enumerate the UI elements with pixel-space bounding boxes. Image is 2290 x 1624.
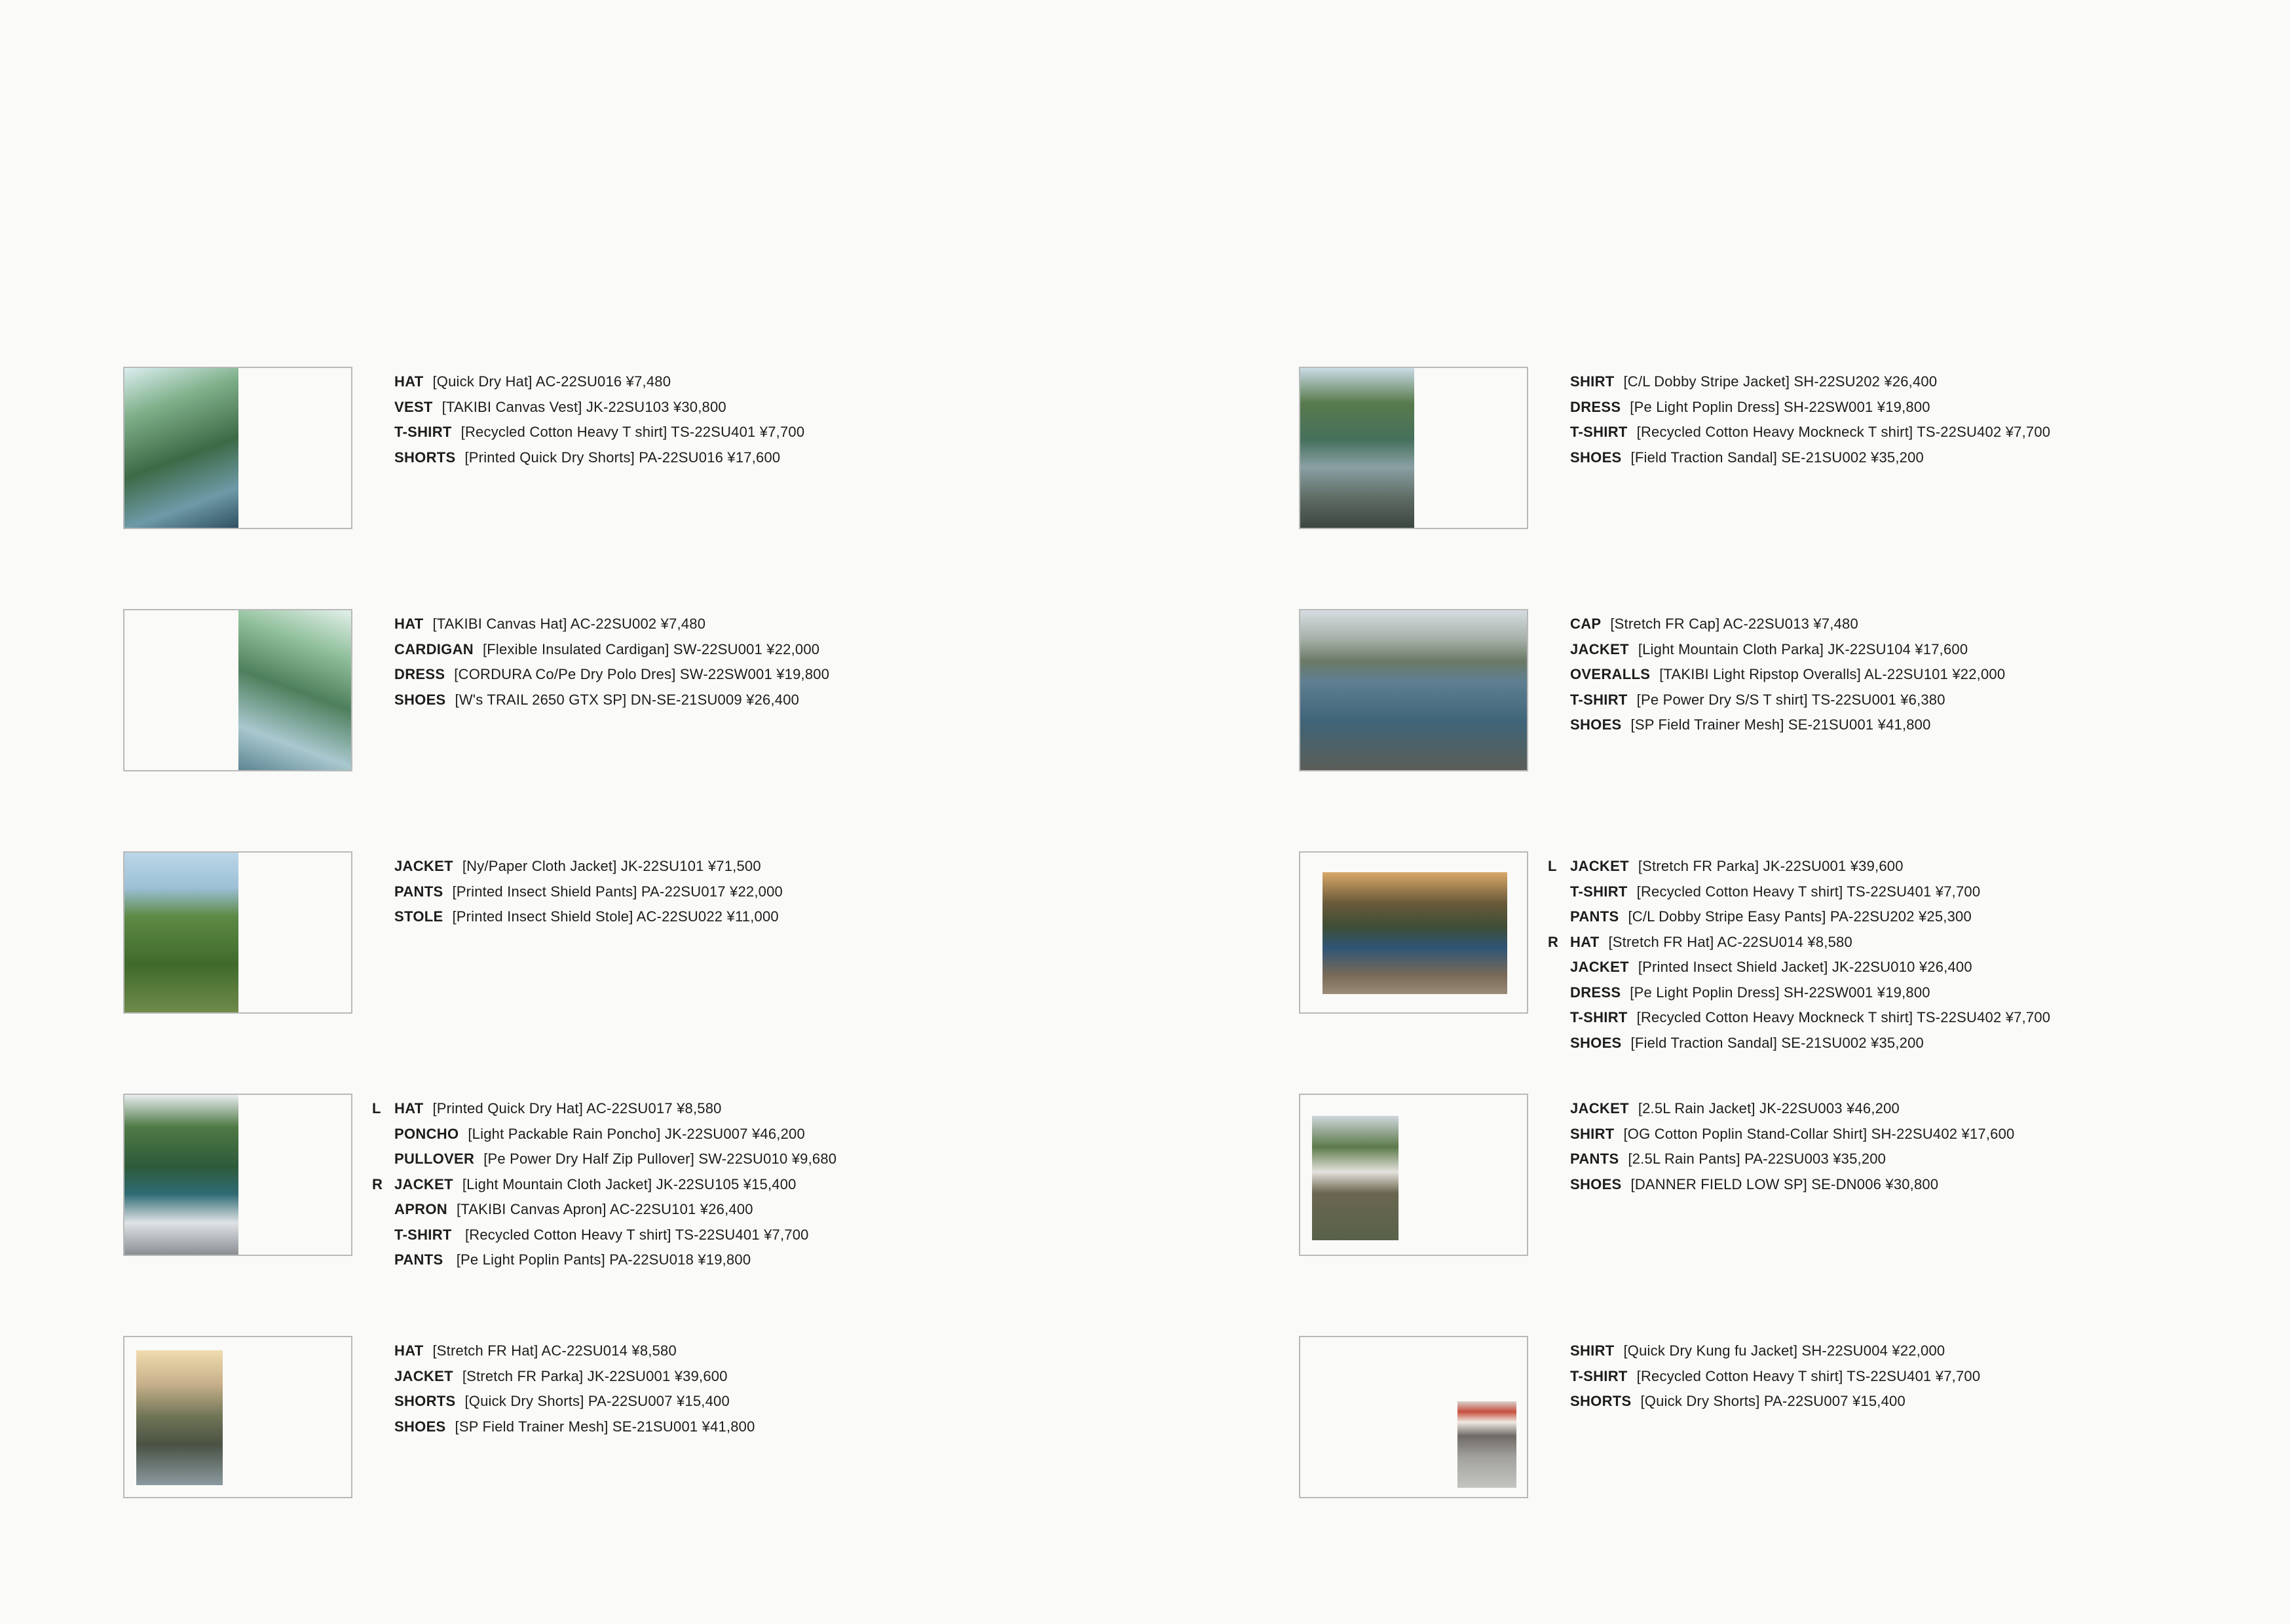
item-description: [Stretch FR Hat] AC-22SU014 ¥8,580 [1608, 933, 1852, 950]
item-line [394, 420, 804, 445]
look-thumbnail[interactable] [123, 1094, 352, 1256]
look-thumbnail[interactable] [1299, 851, 1528, 1014]
item-description: [TAKIBI Light Ripstop Overalls] AL-22SU101 ¥22,000 [1659, 666, 2006, 682]
item-description: [Printed Insect Shield Pants] PA-22SU017 ¥22,000 [452, 883, 783, 900]
item-category: T-SHIRT [1570, 1009, 1628, 1025]
item-description: [Field Traction Sandal] SE-21SU002 ¥35,200 [1630, 1034, 1924, 1051]
item-line [394, 369, 804, 395]
look-4 [123, 1094, 1237, 1268]
item-category: CAP [1570, 616, 1602, 632]
item-description: [DANNER FIELD LOW SP] SE-DN006 ¥30,800 [1630, 1175, 1939, 1192]
side-marker: L [1548, 858, 1557, 874]
item-description: [Recycled Cotton Heavy T shirt] TS-22SU401 ¥7,700 [460, 1226, 809, 1243]
item-category: HAT [394, 373, 424, 390]
item-description: [TAKIBI Canvas Hat] AC-22SU002 ¥7,480 [432, 616, 706, 632]
item-description: [Pe Light Poplin Pants] PA-22SU018 ¥19,800 [452, 1251, 751, 1268]
look-photo [124, 1095, 238, 1255]
item-description: [Stretch FR Cap] AC-22SU013 ¥7,480 [1610, 616, 1858, 632]
item-line [394, 1147, 836, 1172]
look-thumbnail[interactable] [1299, 1336, 1528, 1498]
item-line [394, 1414, 755, 1440]
item-category: SHOES [1570, 449, 1622, 466]
item-description: [Recycled Cotton Heavy T shirt] TS-22SU401 ¥7,700 [1636, 1367, 1981, 1384]
item-description: [Printed Quick Dry Hat] AC-22SU017 ¥8,580 [432, 1100, 722, 1116]
item-line [1570, 1122, 2014, 1147]
item-category: SHOES [394, 1418, 446, 1435]
item-list [1570, 1338, 1980, 1414]
side-marker: L [372, 1100, 381, 1116]
item-category: SHOES [1570, 1034, 1622, 1051]
item-list [394, 369, 804, 470]
item-category: JACKET [394, 1367, 453, 1384]
item-description: [Stretch FR Parka] JK-22SU001 ¥39,600 [1638, 858, 1904, 874]
item-description: [Recycled Cotton Heavy T shirt] TS-22SU401 ¥7,700 [460, 424, 805, 440]
item-category: SHIRT [1570, 373, 1615, 390]
item-list [394, 854, 783, 930]
item-description: [Light Mountain Cloth Parka] JK-22SU104 ¥17,600 [1638, 640, 1968, 657]
item-line [1570, 1031, 2050, 1056]
look-photo [1300, 610, 1527, 770]
item-line [394, 904, 783, 930]
item-line [1570, 1389, 1980, 1414]
look-photo [124, 853, 238, 1012]
item-line [1570, 445, 2050, 471]
item-category: HAT [394, 1342, 424, 1359]
item-description: [W's TRAIL 2650 GTX SP] DN-SE-21SU009 ¥26,400 [455, 691, 800, 708]
item-category: JACKET [1570, 959, 1629, 975]
item-line [1570, 637, 2005, 663]
side-marker: R [372, 1175, 383, 1192]
item-category: PONCHO [394, 1125, 459, 1142]
item-description: [Recycled Cotton Heavy T shirt] TS-22SU401 ¥7,700 [1636, 883, 1981, 900]
item-category: T-SHIRT [1570, 1367, 1628, 1384]
item-category: DRESS [1570, 398, 1621, 415]
item-category: APRON [394, 1201, 447, 1217]
item-line [1570, 1147, 2014, 1172]
item-category: HAT [394, 616, 424, 632]
item-description: [Pe Power Dry Half Zip Pullover] SW-22SU010 ¥9,680 [483, 1151, 837, 1167]
item-category: SHIRT [1570, 1125, 1615, 1142]
item-category: PANTS [1570, 908, 1619, 925]
item-description: [Printed Insect Shield Stole] AC-22SU022 ¥11,000 [452, 908, 779, 925]
item-category: SHIRT [1570, 1342, 1615, 1359]
look-thumbnail[interactable] [1299, 609, 1528, 771]
item-description: [Quick Dry Kung fu Jacket] SH-22SU004 ¥22,000 [1623, 1342, 1945, 1359]
item-line [1570, 879, 2050, 905]
look-thumbnail[interactable] [123, 1336, 352, 1498]
item-description: [Quick Dry Shorts] PA-22SU007 ¥15,400 [464, 1393, 730, 1409]
item-list [372, 1096, 837, 1273]
item-list [394, 612, 829, 712]
item-category: PANTS [1570, 1151, 1619, 1167]
item-description: [Quick Dry Hat] AC-22SU016 ¥7,480 [432, 373, 671, 390]
item-description: [Quick Dry Shorts] PA-22SU007 ¥15,400 [1640, 1393, 1905, 1409]
look-6 [1299, 367, 2290, 530]
item-category: PANTS [394, 1251, 443, 1268]
item-description: [TAKIBI Canvas Vest] JK-22SU103 ¥30,800 [441, 398, 726, 415]
item-line [394, 688, 829, 713]
look-1 [123, 367, 1237, 530]
item-line [394, 1389, 755, 1414]
item-description: [SP Field Trainer Mesh] SE-21SU001 ¥41,800 [455, 1418, 755, 1435]
item-list [1570, 612, 2005, 738]
item-description: [C/L Dobby Stripe Easy Pants] PA-22SU202 ¥25,300 [1628, 908, 1972, 925]
item-description: [Printed Quick Dry Shorts] PA-22SU016 ¥17,600 [464, 449, 781, 466]
item-description: [Recycled Cotton Heavy Mockneck T shirt] TS-22SU402 ¥7,700 [1636, 424, 2051, 440]
item-description: [Flexible Insulated Cardigan] SW-22SU001 ¥22,000 [482, 640, 820, 657]
item-category: SHOES [1570, 1175, 1622, 1192]
item-description: [Light Packable Rain Poncho] JK-22SU007 ¥46,200 [468, 1125, 805, 1142]
item-line [394, 1223, 836, 1248]
item-line [394, 612, 829, 637]
item-line [1570, 688, 2005, 713]
item-list [394, 1338, 755, 1439]
item-line [1570, 662, 2005, 688]
item-description: [2.5L Rain Jacket] JK-22SU003 ¥46,200 [1638, 1100, 1900, 1116]
item-category: JACKET [394, 858, 453, 874]
item-description: [Stretch FR Parka] JK-22SU001 ¥39,600 [462, 1367, 728, 1384]
item-description: [Pe Light Poplin Dress] SH-22SW001 ¥19,800 [1630, 398, 1930, 415]
item-description: [Recycled Cotton Heavy Mockneck T shirt] TS-22SU402 ¥7,700 [1636, 1009, 2051, 1025]
look-3 [123, 851, 1237, 1015]
item-description: [OG Cotton Poplin Stand-Collar Shirt] SH-22SU402 ¥17,600 [1623, 1125, 2015, 1142]
item-category: T-SHIRT [1570, 424, 1628, 440]
item-description: [SP Field Trainer Mesh] SE-21SU001 ¥41,800 [1630, 716, 1931, 733]
look-thumbnail[interactable] [1299, 1094, 1528, 1256]
item-category: OVERALLS [1570, 666, 1651, 682]
look-photo [124, 368, 238, 528]
item-line [1570, 395, 2050, 420]
item-category: HAT [394, 1100, 424, 1116]
item-category: T-SHIRT [394, 1226, 452, 1243]
look-photo [1323, 872, 1507, 994]
item-line [394, 854, 783, 879]
item-line [1570, 612, 2005, 637]
item-line [1570, 369, 2050, 395]
item-line [394, 445, 804, 471]
look-2 [123, 609, 1237, 773]
item-category: HAT [1570, 933, 1600, 950]
item-category: SHOES [394, 691, 446, 708]
item-category: STOLE [394, 908, 443, 925]
look-8 [1299, 851, 2290, 1051]
look-thumbnail[interactable] [123, 851, 352, 1014]
item-category: SHORTS [394, 1393, 456, 1409]
item-category: PANTS [394, 883, 443, 900]
side-marker: R [1548, 933, 1558, 950]
item-category: CARDIGAN [394, 640, 474, 657]
item-description: [Field Traction Sandal] SE-21SU002 ¥35,200 [1630, 449, 1924, 466]
look-photo [238, 610, 352, 770]
item-line [1570, 1338, 1980, 1364]
item-category: JACKET [1570, 640, 1629, 657]
item-category: JACKET [394, 1175, 453, 1192]
item-description: [TAKIBI Canvas Apron] AC-22SU101 ¥26,400 [456, 1201, 753, 1217]
item-description: [Printed Insect Shield Jacket] JK-22SU010 ¥26,400 [1638, 959, 1972, 975]
item-description: [2.5L Rain Pants] PA-22SU003 ¥35,200 [1628, 1151, 1886, 1167]
look-thumbnail[interactable] [123, 609, 352, 771]
look-10 [1299, 1336, 2290, 1500]
item-line [394, 637, 829, 663]
item-line [1570, 1005, 2050, 1031]
item-category: PULLOVER [394, 1151, 475, 1167]
look-thumbnail[interactable] [1299, 367, 1528, 529]
item-line [394, 395, 804, 420]
item-line [394, 1122, 836, 1147]
item-description: [Pe Light Poplin Dress] SH-22SW001 ¥19,800 [1630, 984, 1930, 1001]
item-description: [Ny/Paper Cloth Jacket] JK-22SU101 ¥71,500 [462, 858, 761, 874]
item-line [372, 1096, 836, 1122]
item-description: [Light Mountain Cloth Jacket] JK-22SU105 ¥15,400 [462, 1175, 797, 1192]
item-line [372, 1172, 836, 1198]
item-category: SHOES [1570, 716, 1622, 733]
item-line [1570, 1096, 2014, 1122]
item-line [394, 1338, 755, 1364]
item-line [1570, 712, 2005, 738]
item-line [394, 1247, 836, 1273]
item-line [1570, 955, 2050, 980]
look-7 [1299, 609, 2290, 773]
look-9 [1299, 1094, 2290, 1257]
item-description: [Pe Power Dry S/S T shirt] TS-22SU001 ¥6,380 [1636, 691, 1945, 708]
item-list [1570, 1096, 2014, 1197]
look-photo [1300, 368, 1414, 528]
item-line [1570, 1364, 1980, 1390]
item-category: T-SHIRT [394, 424, 452, 440]
item-category: DRESS [394, 666, 445, 682]
item-line [394, 662, 829, 688]
item-line [1570, 420, 2050, 445]
look-thumbnail[interactable] [123, 367, 352, 529]
item-category: JACKET [1570, 858, 1629, 874]
item-line [1548, 854, 2050, 879]
item-line [1570, 980, 2050, 1006]
item-line [394, 1197, 836, 1223]
item-line [394, 1364, 755, 1390]
item-list [1570, 369, 2050, 470]
item-description: [CORDURA Co/Pe Dry Polo Dres] SW-22SW001 ¥19,800 [454, 666, 830, 682]
look-photo [136, 1350, 223, 1485]
item-category: DRESS [1570, 984, 1621, 1001]
item-category: T-SHIRT [1570, 883, 1628, 900]
look-photo [1312, 1116, 1398, 1240]
item-description: [Stretch FR Hat] AC-22SU014 ¥8,580 [432, 1342, 677, 1359]
item-category: T-SHIRT [1570, 691, 1628, 708]
item-category: SHORTS [1570, 1393, 1632, 1409]
item-line [1570, 1172, 2014, 1198]
look-5 [123, 1336, 1237, 1500]
look-photo [1457, 1401, 1516, 1488]
item-category: VEST [394, 398, 433, 415]
item-category: JACKET [1570, 1100, 1629, 1116]
item-description: [C/L Dobby Stripe Jacket] SH-22SU202 ¥26,400 [1623, 373, 1938, 390]
item-category: SHORTS [394, 449, 456, 466]
item-line [1548, 930, 2050, 955]
item-line [394, 879, 783, 905]
item-list [1548, 854, 2051, 1056]
item-line [1570, 904, 2050, 930]
